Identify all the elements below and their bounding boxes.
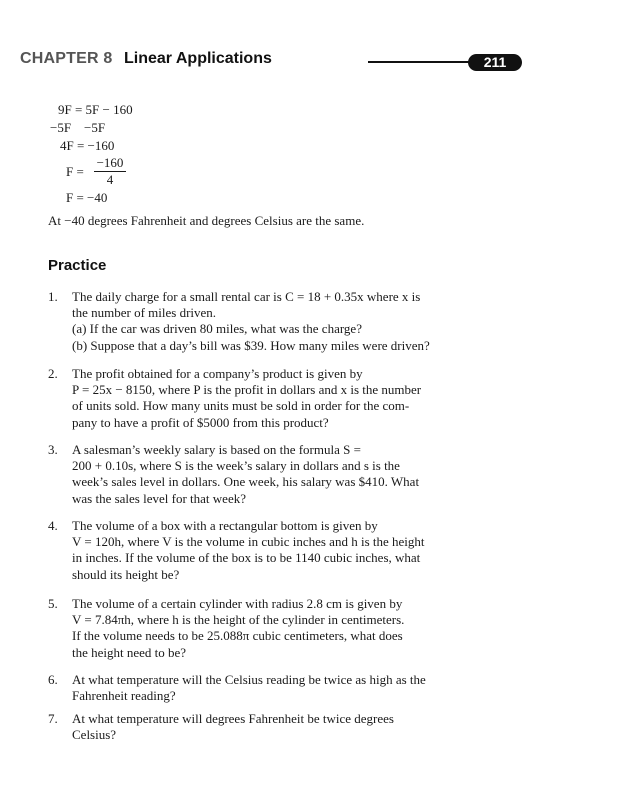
chapter-title: Linear Applications <box>124 50 272 67</box>
problem-3 <box>48 442 454 507</box>
problem-text <box>72 596 454 661</box>
equation-line-5: F = −40 <box>66 190 108 205</box>
problem-line: in inches. If the volume of the box is to be 1140 cubic inches, what <box>72 550 421 566</box>
problem-line: Celsius? <box>72 727 117 743</box>
solution-conclusion: At −40 degrees Fahrenheit and degrees Celsius are the same. <box>48 213 365 228</box>
problem-text <box>72 442 454 507</box>
page-number-badge: 211 <box>468 54 522 71</box>
problem-line: the height need to be? <box>72 644 187 660</box>
fraction-numerator: −160 <box>96 155 124 170</box>
problem-number: 4. <box>48 518 58 533</box>
problem-text <box>72 366 454 431</box>
problem-line: pany to have a profit of $5000 from this product? <box>72 414 329 430</box>
problem-4 <box>48 518 454 583</box>
problem-line: V = 120h, where V is the volume in cubic inches and h is the height <box>72 534 425 550</box>
problem-text <box>72 289 454 354</box>
problem-number: 7. <box>48 711 58 726</box>
problem-line: the number of miles driven. <box>72 305 217 321</box>
problem-number: 1. <box>48 289 58 304</box>
problem-2 <box>48 366 454 431</box>
problem-line: (a) If the car was driven 80 miles, what was the charge? <box>72 321 362 337</box>
equation-line-2: −5F −5F <box>50 120 106 135</box>
fraction-denominator: 4 <box>106 172 114 187</box>
problem-6 <box>48 672 454 704</box>
problem-line: week’s sales level in dollars. One week, his salary was $410. What <box>72 474 420 490</box>
problem-number: 3. <box>48 442 58 457</box>
problem-line: A salesman’s weekly salary is based on the formula S = <box>72 442 361 457</box>
equation-line-4-lhs: F = <box>66 164 84 179</box>
practice-heading: Practice <box>48 257 107 274</box>
problem-text <box>72 518 454 583</box>
problem-line: of units sold. How many units must be sold in order for the com- <box>72 398 410 414</box>
problem-line: The daily charge for a small rental car is C = 18 + 0.35x where x is <box>72 289 421 304</box>
problem-line: If the volume needs to be 25.088π cubic centimeters, what does <box>72 628 403 644</box>
problem-1 <box>48 289 454 354</box>
problem-line: At what temperature will degrees Fahrenheit be twice degrees <box>72 711 394 726</box>
equation-line-3: 4F = −160 <box>60 138 115 153</box>
problem-line: The volume of a box with a rectangular bottom is given by <box>72 518 378 533</box>
equation-line-1: 9F = 5F − 160 <box>58 102 133 117</box>
problem-line: V = 7.84πh, where h is the height of the cylinder in centimeters. <box>72 612 405 628</box>
page-header <box>20 50 620 74</box>
problem-text <box>72 711 454 743</box>
problem-number: 6. <box>48 672 58 687</box>
problem-line: 200 + 0.10s, where S is the week’s salary in dollars and s is the <box>72 458 400 474</box>
problem-line: The volume of a certain cylinder with radius 2.8 cm is given by <box>72 596 403 611</box>
problem-line: P = 25x − 8150, where P is the profit in dollars and x is the number <box>72 382 422 398</box>
problem-line: (b) Suppose that a day’s bill was $39. How many miles were driven? <box>72 337 430 353</box>
problem-line: Fahrenheit reading? <box>72 688 176 704</box>
problem-5 <box>48 596 454 661</box>
equation-fraction <box>93 155 127 188</box>
problem-7 <box>48 711 454 743</box>
problem-line: The profit obtained for a company’s product is given by <box>72 366 363 381</box>
problem-number: 2. <box>48 366 58 381</box>
problem-line: At what temperature will the Celsius reading be twice as high as the <box>72 672 426 687</box>
problem-line: should its height be? <box>72 566 180 582</box>
problem-line: was the sales level for that week? <box>72 490 246 506</box>
problem-number: 5. <box>48 596 58 611</box>
chapter-label: CHAPTER 8 <box>20 50 113 67</box>
problem-text <box>72 672 454 704</box>
